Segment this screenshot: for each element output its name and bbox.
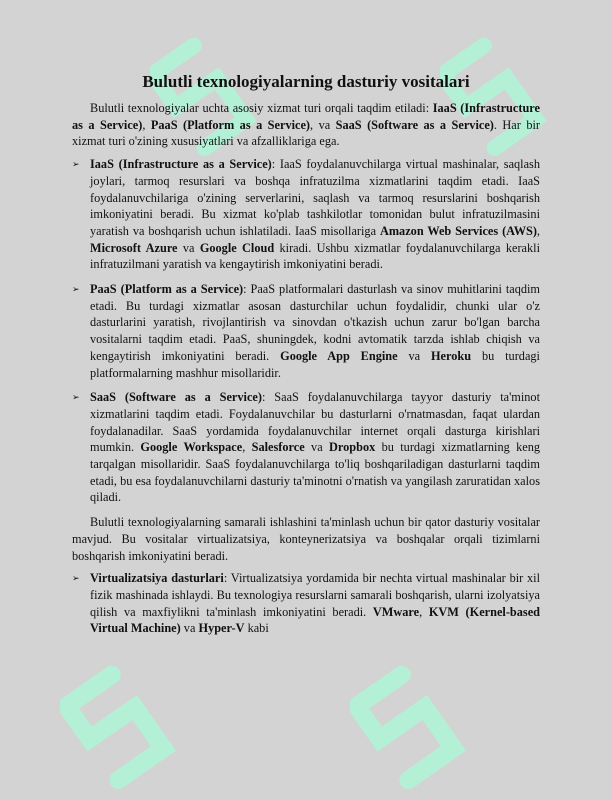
watermark-logo [350, 660, 470, 800]
text-run: : PaaS platformalari dasturlash va sinov muhitlarini taqdim etadi. Bu turdagi xizmatlar asosan dasturchilar uchun foydalidir, chunki ular o'z dasturlarini yaratish, rivojlantirish va sinovdan o'tkazish uchun zarur bo'lgan barcha vositalarni taqdim etadi. PaaS, shuningdek, kodni avtomatik tarzda ishlab chiqish va kengaytirish imkoniyatini beradi. [90, 282, 540, 363]
bold-term: IaaS (Infrastructure as a Service) [90, 157, 272, 172]
text-run: , va [310, 117, 336, 132]
intro-paragraph [72, 100, 540, 150]
bullet-virtualization [72, 570, 540, 637]
bold-term: Google App Engine [280, 348, 398, 363]
text-run: : SaaS foydalanuvchilarga tayyor dasturiy ta'minot xizmatlarini taqdim etadi. Foydalanuvchilar bu dasturlarni o'rnatmasdan, faqat ulardan foydalanadilar. SaaS yordamida foydalanuvchilar internet orqali dasturga kirishlari mumkin. [90, 390, 540, 455]
text-run: Bulutli texnologiyalar uchta asosiy xizmat turi orqali taqdim etiladi: [90, 101, 433, 115]
text-run: , [536, 223, 540, 238]
text-run: bu turdagi xizmatlarning keng tarqalgan misollaridir. SaaS foydalanuvchilarga to'liq boshqariladigan dasturlarni taqdim etadi, bu esa foydalanuvchilarni dasturiy ta'minotni o'rnatish va yangilash zaruratidan xalos qiladi. [90, 440, 541, 505]
bold-term: Hyper-V [198, 621, 245, 636]
tools-paragraph: Bulutli texnologiyalarning samarali ishlashini ta'minlash uchun bir qator dasturiy vositalar mavjud. Bu vositalar virtualizatsiya, konteynerizatsiya va boshqalar orqali tizimlarni boshqarish imkoniyatini beradi. [72, 515, 540, 563]
text-run: , [242, 440, 252, 455]
bold-term: Google Cloud [199, 240, 275, 255]
bullet-paas [72, 281, 540, 381]
text-run: : Virtualizatsiya yordamida bir nechta virtual mashinalar bir xil fizik mashinada ishlaydi. Bu texnologiya resurslarni samarali boshqarish, ularni izolyatsiya qilish va maxfiylikni ta'minlash imkoniyatini beradi. [90, 571, 540, 619]
bullet-arrow-icon: ➢ [72, 159, 80, 170]
text-run: bu turdagi platformalarning mashhur misollaridir. [90, 348, 540, 380]
text-run: kabi [244, 621, 269, 636]
watermark-logo [60, 660, 180, 800]
bullet-arrow-icon: ➢ [72, 284, 80, 295]
bold-term: VMware [372, 604, 420, 619]
text-run: kiradi. Ushbu xizmatlar foydalanuvchilarga kerakli infratuzilmani yaratish va kengaytirish imkoniyatini beradi. [90, 240, 540, 272]
bold-term: Microsoft Azure [90, 240, 178, 255]
bold-term: PaaS (Platform as a Service) [150, 117, 311, 132]
bold-term: PaaS (Platform as a Service) [90, 282, 244, 297]
bullet-arrow-icon: ➢ [72, 392, 80, 403]
text-run: va [177, 240, 200, 255]
bold-term: IaaS (Infrastructure as a Service) [72, 101, 540, 132]
bullet-iaas [72, 156, 540, 273]
text-run: , [142, 117, 151, 132]
text-run: . Har bir xizmat turi o'zining xususiyatlari va afzalliklariga ega. [72, 117, 540, 149]
bold-term: Amazon Web Services (AWS) [379, 223, 537, 238]
bold-term: Virtualizatsiya dasturlari [90, 571, 224, 586]
bold-term: KVM (Kernel-based Virtual Machine) [90, 604, 540, 636]
bold-term: SaaS (Software as a Service) [90, 390, 262, 405]
bullet-saas [72, 389, 540, 506]
bold-term: Salesforce [251, 440, 305, 455]
document-title: Bulutli texnologiyalarning dasturiy vositalari [142, 72, 470, 91]
bold-term: SaaS (Software as a Service) [335, 117, 494, 132]
text-run: : IaaS foydalanuvchilarga virtual mashinalar, saqlash joylari, tarmoq resurslari va boshqa infratuzilma xizmatlarini taqdim etadi. IaaS foydalanuvchilariga o'zining serverlarini, saqlash va tarmoq resurslarini boshqarish imkoniyatini beradi. Bu xizmat ko'plab tashkilotlar tomonidan bulut infratuzilmasini yaratish va boshqarish uchun ishlatiladi. IaaS misollariga [90, 157, 540, 238]
text-run: , [419, 604, 429, 619]
bold-term: Google Workspace [140, 440, 243, 455]
bold-term: Dropbox [329, 440, 376, 455]
text-run: va [397, 348, 431, 363]
text-run: va [180, 621, 199, 636]
bullet-arrow-icon: ➢ [72, 573, 80, 584]
bold-term: Heroku [430, 348, 472, 363]
document-page [72, 72, 540, 645]
text-run: va [304, 440, 330, 455]
